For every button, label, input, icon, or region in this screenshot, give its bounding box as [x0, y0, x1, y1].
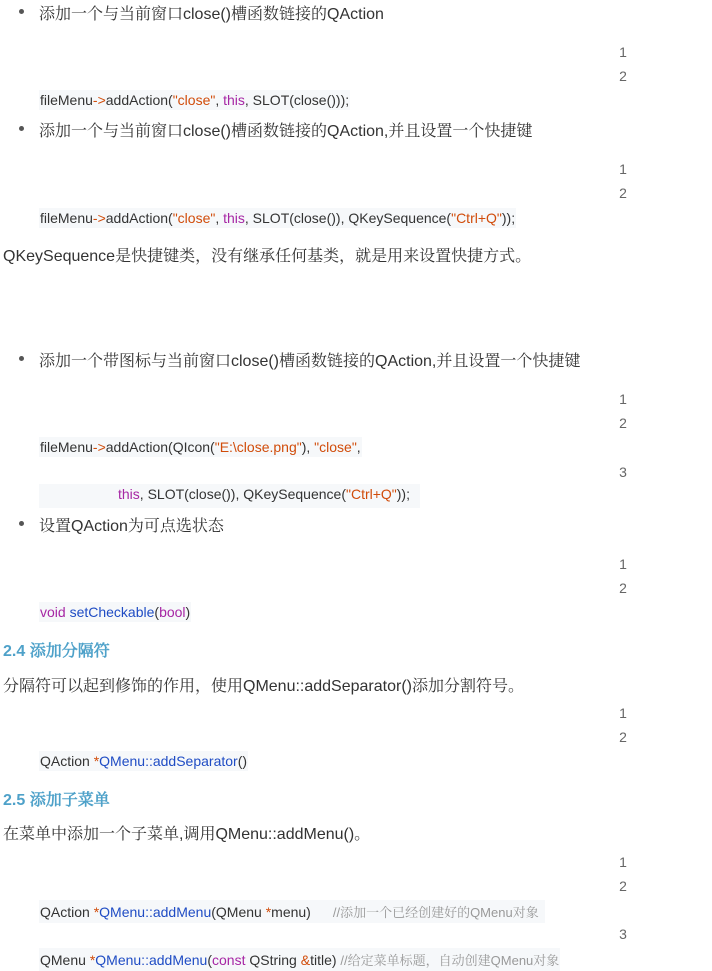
code-token: )); — [501, 210, 516, 226]
code-keyword: this — [223, 210, 245, 226]
code-function: setCheckable — [65, 604, 155, 620]
code-line — [39, 437, 362, 457]
code-string: "Ctrl+Q" — [451, 210, 502, 226]
code-function: QMenu::addSeparator — [99, 753, 238, 769]
bullet-item: 添加一个带图标与当前窗口close()槽函数链接的QAction,并且设置一个快捷键 — [39, 348, 580, 371]
code-token: addAction( — [105, 92, 173, 108]
code-token: () — [237, 753, 248, 769]
bullet-item: 添加一个与当前窗口close()槽函数链接的QAction,并且设置一个快捷键 — [39, 118, 532, 141]
code-token: -> — [92, 210, 106, 226]
code-token: addAction(QIcon( — [105, 439, 215, 455]
code-token: , — [215, 210, 224, 226]
code-keyword: this — [223, 92, 245, 108]
paragraph: 分隔符可以起到修饰的作用，使用QMenu::addSeparator()添加分割符号。 — [3, 678, 524, 695]
code-string: "Ctrl+Q" — [345, 486, 397, 502]
code-token: ) — [185, 604, 191, 620]
line-number: 2 — [619, 878, 627, 894]
code-line — [39, 90, 350, 110]
code-line — [118, 486, 410, 502]
code-token: QAction — [40, 753, 94, 769]
code-token: QMenu — [40, 952, 90, 968]
line-number: 1 — [619, 854, 627, 870]
code-token: , — [356, 439, 361, 455]
code-line — [39, 602, 191, 622]
code-token: title) — [310, 952, 341, 968]
section-heading: 2.4 添加分隔符 — [3, 643, 110, 660]
line-number: 3 — [619, 926, 627, 942]
line-number: 2 — [619, 729, 627, 745]
code-token: QAction — [40, 904, 94, 920]
code-function: QMenu::addMenu — [99, 904, 212, 920]
code-token: (QMenu — [211, 904, 266, 920]
code-keyword: const — [212, 952, 246, 968]
code-token: fileMenu — [40, 92, 93, 108]
line-number: 2 — [619, 68, 627, 84]
code-keyword: this — [118, 486, 140, 502]
code-token: * — [93, 904, 100, 920]
code-token: , SLOT(close())); — [244, 92, 350, 108]
code-string: "close" — [172, 210, 216, 226]
code-string: "E:\close.png" — [214, 439, 302, 455]
code-token: fileMenu — [40, 210, 93, 226]
line-number: 1 — [619, 161, 627, 177]
code-line — [39, 900, 545, 923]
code-token: -> — [92, 92, 106, 108]
code-keyword: bool — [159, 604, 186, 620]
line-number: 3 — [619, 464, 627, 480]
code-token: addAction( — [105, 210, 173, 226]
bullet-item: 添加一个与当前窗口close()槽函数链接的QAction — [39, 1, 384, 24]
code-token: fileMenu — [40, 439, 93, 455]
code-token: , SLOT(close()), QKeySequence( — [139, 486, 346, 502]
code-function: QMenu::addMenu — [95, 952, 208, 968]
code-line — [39, 208, 516, 228]
code-token: ( — [154, 604, 160, 620]
code-token: , SLOT(close()), QKeySequence( — [244, 210, 452, 226]
line-number: 1 — [619, 44, 627, 60]
code-token: * — [89, 952, 96, 968]
code-token: menu) — [271, 904, 311, 920]
code-token: -> — [92, 439, 106, 455]
line-number: 2 — [619, 415, 627, 431]
line-number: 1 — [619, 556, 627, 572]
code-token: , — [215, 92, 224, 108]
code-keyword: void — [40, 604, 66, 620]
line-number: 1 — [619, 705, 627, 721]
code-comment: //添加一个已经创建好的QMenu对象 — [332, 905, 539, 920]
paragraph: 在菜单中添加一个子菜单,调用QMenu::addMenu()。 — [3, 826, 371, 843]
code-token: ( — [207, 952, 213, 968]
section-heading: 2.5 添加子菜单 — [3, 792, 110, 809]
line-number: 1 — [619, 391, 627, 407]
bullet-item: 设置QAction为可点选状态 — [39, 513, 224, 536]
code-token: * — [265, 904, 272, 920]
code-token: * — [93, 753, 100, 769]
code-token: & — [300, 952, 311, 968]
code-string: "close" — [314, 439, 357, 455]
code-token: ), — [301, 439, 315, 455]
code-string: "close" — [172, 92, 216, 108]
code-token: QString — [245, 952, 301, 968]
line-number: 2 — [619, 580, 627, 596]
paragraph: QKeySequence是快捷键类，没有继承任何基类，就是用来设置快捷方式。 — [3, 248, 532, 265]
line-number: 2 — [619, 185, 627, 201]
code-comment: //给定菜单标题，自动创建QMenu对象 — [340, 953, 560, 968]
code-token: )); — [396, 486, 410, 502]
code-line — [39, 751, 248, 771]
